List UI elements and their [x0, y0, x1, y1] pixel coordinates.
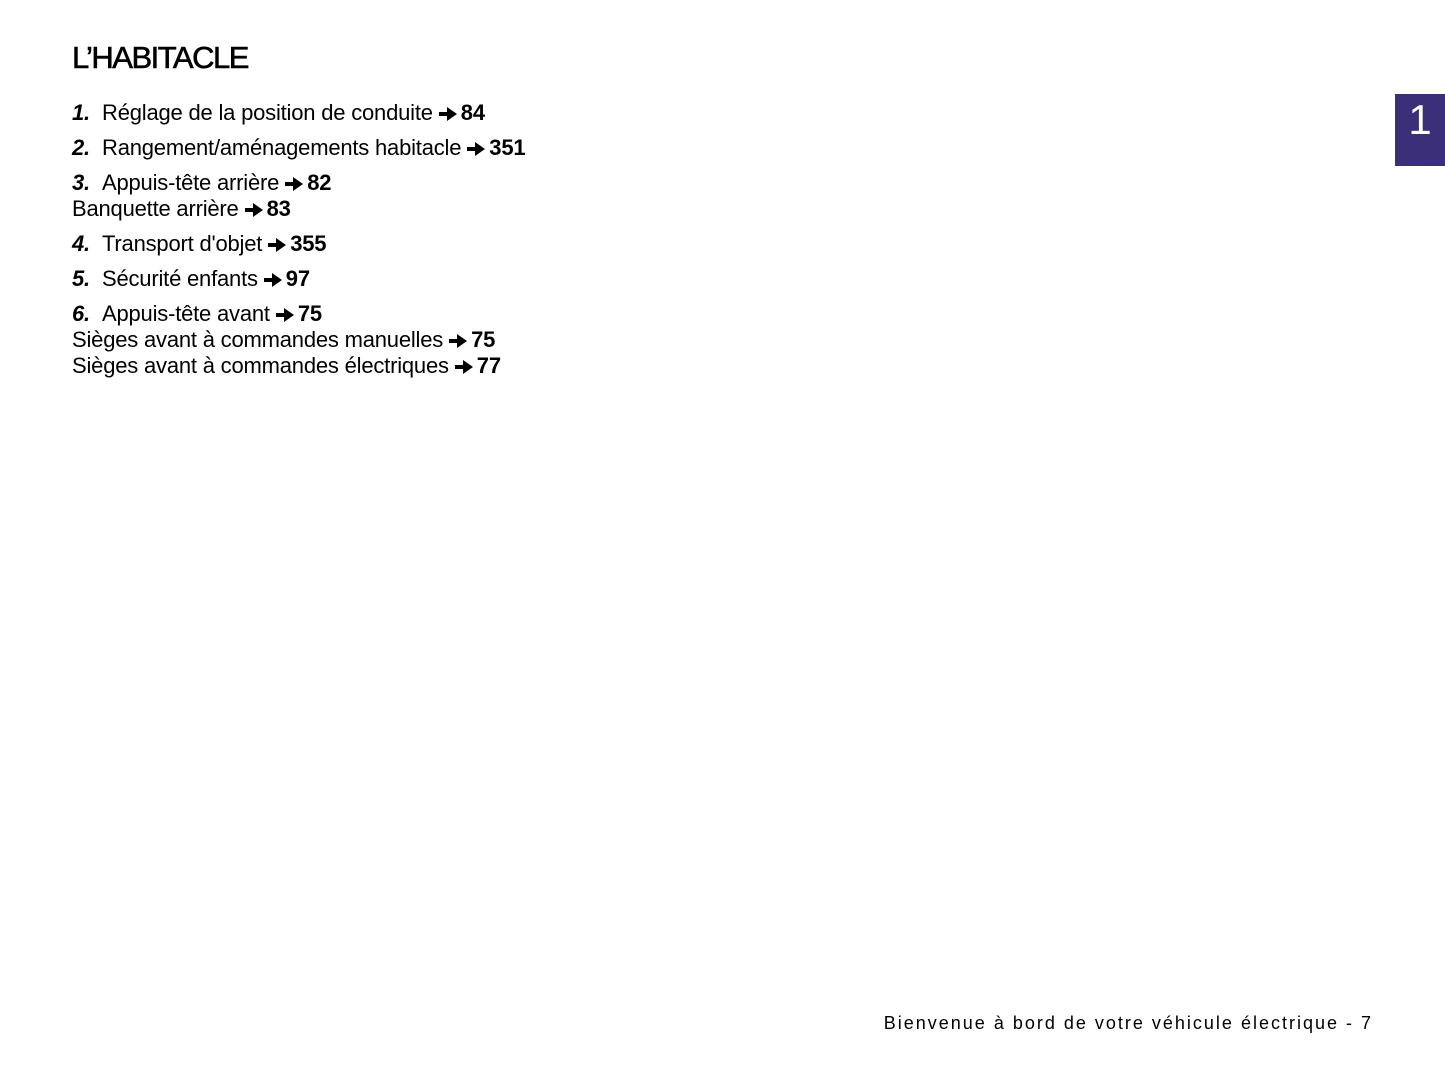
item-line: [72, 353, 772, 379]
page-footer: Bienvenue à bord de votre véhicule électrique - 7: [883, 1013, 1373, 1033]
item-number: 5.: [72, 266, 90, 291]
list-item: [72, 266, 772, 292]
item-line: [72, 170, 772, 196]
item-number: 1.: [72, 100, 90, 125]
page-reference[interactable]: 75: [471, 327, 496, 352]
item-line: [72, 135, 772, 161]
page-reference[interactable]: 75: [297, 301, 322, 326]
item-line: [72, 196, 772, 222]
page-reference[interactable]: 97: [285, 266, 310, 291]
item-label: Banquette arrière: [72, 196, 239, 221]
list-item: [72, 301, 772, 379]
page-reference[interactable]: 355: [290, 231, 327, 256]
page-reference[interactable]: 84: [460, 100, 485, 125]
item-label: Rangement/aménagements habitacle: [102, 135, 462, 160]
item-line: [72, 301, 772, 327]
item-line: [72, 100, 772, 126]
list-item: [72, 100, 772, 126]
page-reference[interactable]: 77: [476, 353, 501, 378]
page-title: L’HABITACLE: [72, 40, 248, 75]
item-number: 3.: [72, 170, 90, 195]
page-reference[interactable]: 351: [489, 135, 526, 160]
item-label: Sièges avant à commandes électriques: [72, 353, 449, 378]
item-list: [72, 100, 772, 388]
right-arrow-icon: [268, 238, 286, 252]
right-arrow-icon: [276, 308, 294, 322]
item-label: Sécurité enfants: [102, 266, 258, 291]
right-arrow-icon: [285, 177, 303, 191]
list-item: [72, 170, 772, 222]
item-label: Transport d'objet: [102, 231, 263, 256]
item-number: 4.: [72, 231, 90, 256]
right-arrow-icon: [264, 273, 282, 287]
item-line: [72, 266, 772, 292]
item-label: Sièges avant à commandes manuelles: [72, 327, 444, 352]
item-label: Appuis-tête avant: [102, 301, 270, 326]
page-reference[interactable]: 83: [266, 196, 291, 221]
page-reference[interactable]: 82: [307, 170, 332, 195]
item-number: 2.: [72, 135, 90, 160]
right-arrow-icon: [467, 142, 485, 156]
list-item: [72, 135, 772, 161]
right-arrow-icon: [455, 360, 473, 374]
item-label: Réglage de la position de conduite: [102, 100, 433, 125]
item-line: [72, 231, 772, 257]
list-item: [72, 231, 772, 257]
item-label: Appuis-tête arrière: [102, 170, 280, 195]
item-line: [72, 327, 772, 353]
chapter-tab: 1: [1395, 94, 1445, 166]
right-arrow-icon: [439, 107, 457, 121]
right-arrow-icon: [449, 334, 467, 348]
right-arrow-icon: [245, 203, 263, 217]
item-number: 6.: [72, 301, 90, 326]
